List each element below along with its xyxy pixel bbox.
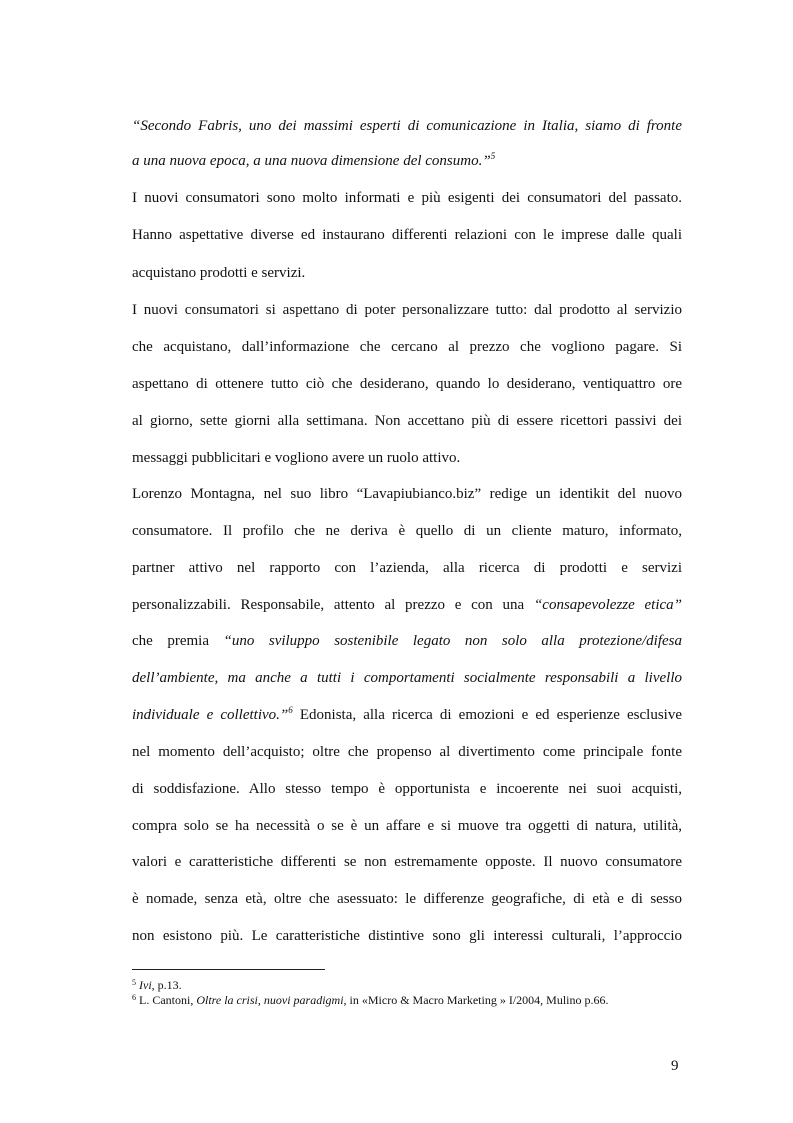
body-line-19: di soddisfazione. Allo stesso tempo è opportunista e incoerente nei suoi acquisti, [132,781,682,797]
body-line-7: che acquistano, dall’informazione che cercano al prezzo che vogliono pagare. Si [132,339,682,355]
body-line-17-text: Edonista, alla ricerca di emozioni e ed esperienze esclusive [299,707,682,723]
footnote-5-text: , p.13. [151,978,182,992]
body-line-21: valori e caratteristiche differenti se non estremamente opposte. Il nuovo consumatore [132,854,682,870]
body-line-23: non esistono più. Le caratteristiche distintive sono gli interessi culturali, l’approccio [132,928,682,944]
body-line-20: compra solo se ha necessità o se è un affare e si muove tra oggetti di natura, utilità, [132,818,682,834]
footnote-5-source: Ivi [139,978,152,992]
body-line-3: I nuovi consumatori sono molto informati e più esigenti dei consumatori del passato. [132,190,682,206]
page-number: 9 [671,1058,679,1074]
body-line-14 [132,596,682,614]
body-line-1: “Secondo Fabris, uno dei massimi esperti di comunicazione in Italia, siamo di fronte [132,118,682,134]
footnote-ref-6[interactable]: 6 [288,705,293,715]
footnote-5-number: 5 [132,978,136,987]
body-line-10: messaggi pubblicitari e vogliono avere un ruolo attivo. [132,450,461,466]
body-line-5: acquistano prodotti e servizi. [132,265,306,281]
footnote-ref-5[interactable]: 5 [490,151,496,161]
body-line-6: I nuovi consumatori si aspettano di poter personalizzare tutto: dal prodotto al servizio [132,302,682,318]
footnote-separator [132,969,325,970]
footnote-6-title: Oltre la crisi, nuovi paradigmi [196,993,344,1007]
body-line-17-quote: individuale e collettivo.” [132,707,289,723]
body-line-4: Hanno aspettative diverse ed instaurano differenti relazioni con le imprese dalle quali [132,227,682,243]
body-line-22: è nomade, senza età, oltre che asessuato: le differenze geografiche, di età e di sesso [132,891,682,907]
body-line-8: aspettano di ottenere tutto ciò che desiderano, quando lo desiderano, ventiquattro ore [132,376,682,392]
body-line-2-text: a una nuova epoca, a una nuova dimensione del consumo.” [132,153,491,169]
body-line-11: Lorenzo Montagna, nel suo libro “Lavapiubianco.biz” redige un identikit del nuovo [132,486,682,502]
body-line-17 [132,706,682,724]
body-line-9: al giorno, sette giorni alla settimana. Non accettano più di essere ricettori passivi dei [132,413,682,429]
body-line-14-text: personalizzabili. Responsabile, attento al prezzo e con una [132,597,525,613]
body-line-14-quote: “consapevolezze etica” [533,597,683,613]
body-line-15-quote: “uno sviluppo sostenibile legato non solo alla protezione/difesa [223,633,683,649]
body-line-2 [132,152,682,170]
body-line-18: nel momento dell’acquisto; oltre che propenso al divertimento come principale fonte [132,744,682,760]
footnote-6 [132,993,609,1007]
body-line-16: dell’ambiente, ma anche a tutti i comportamenti socialmente responsabili a livello [132,670,682,686]
body-line-12: consumatore. Il profilo che ne deriva è quello di un cliente maturo, informato, [132,523,682,539]
body-line-13: partner attivo nel rapporto con l’azienda, alla ricerca di prodotti e servizi [132,560,682,576]
body-line-15-text: che premia [132,633,209,649]
footnote-6-number: 6 [132,993,136,1002]
footnote-6-text: , in «Micro & Macro Marketing » I/2004, Mulino p.66. [343,993,609,1007]
footnote-5 [132,978,182,992]
footnote-6-author: L. Cantoni, [139,993,197,1007]
body-line-15 [132,632,682,650]
